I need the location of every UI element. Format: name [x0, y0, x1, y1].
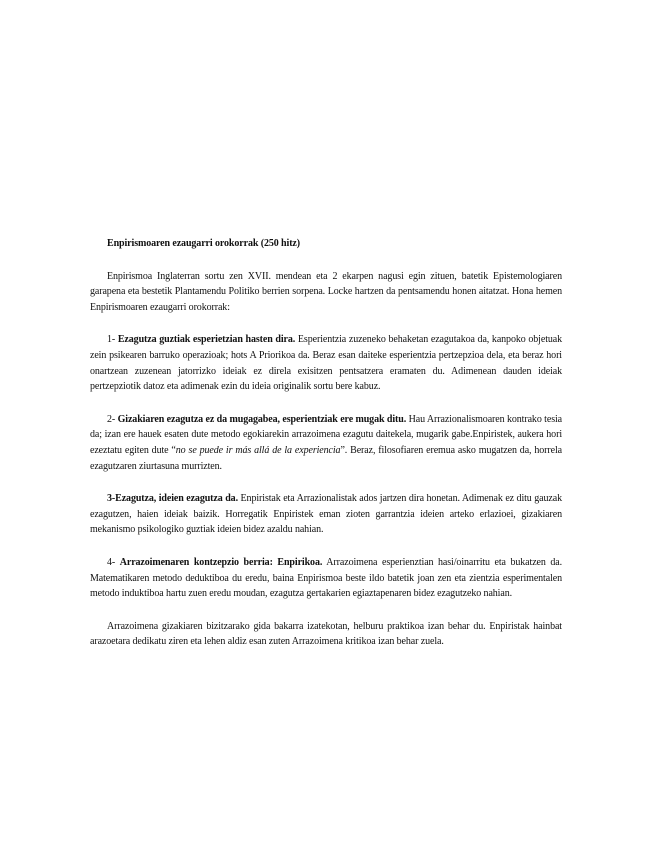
point-2-heading: Gizakiaren ezagutza ez da mugagabea, esperientziak ere mugak ditu.: [117, 413, 407, 425]
conclusion-paragraph: Arrazoimena gizakiaren bizitzarako gida bakarra izatekotan, helburu praktikoa izan behar du. Enpiristak hainbat arazoetara dedikatu ziren eta lehen aldiz esan zuten Arrazoimena kritikoa izan behar zuela.: [90, 620, 562, 648]
point-3-text: Enpiristak eta Arrazionalistak ados jartzen dira honetan. Adimenak ez ditu gauzak ezagutzen, haien ideiak baizik. Horregatik Enpiristek eman zioten garrantzia ideien arteko erlazioei, gizakiaren mekanismo psikologiko guztiak ideien bidez azaldu nahian.: [90, 493, 562, 536]
point-2-quote: no se puede ir más allá de la experiencia: [175, 444, 341, 456]
point-4-text: Arrazoimena esperienztian hasi/oinarritu eta bukatzen da. Matematikaren metodo deduktiboa du eredu, baina Enpirismoa beste ildo batetik joan zen eta zientzia esperimentalen metodo induktiboa hartu zuen eredu moudan, ezagutza gertakarien egiaztapenaren bidez ezagutzeko nahian.: [90, 556, 563, 600]
point-4-heading: Arrazoimenaren kontzepzio berria: Enpirikoa.: [119, 556, 323, 568]
point-2-paragraph: [90, 412, 562, 474]
point-4-paragraph: [90, 555, 562, 602]
point-1-paragraph: [90, 332, 562, 394]
document-page: [90, 236, 562, 667]
point-1-heading: Ezagutza guztiak esperietzian hasten dira.: [117, 334, 296, 346]
point-4-number: 4-: [107, 556, 120, 568]
document-title: Enpirismoaren ezaugarri orokorrak (250 hitz): [107, 238, 300, 249]
point-2-number: 2-: [107, 413, 118, 425]
point-2-text: Hau Arrazionalismoaren kontrako tesia da; izan ere hauek esaten dute metodo egokiarekin arrazoimena ezagutu daitekela, mugarik gabe.Enpiristek, aukera hori ezeztatu egiten dute “: [90, 413, 563, 456]
intro-paragraph: Enpirismoa Inglaterran sortu zen XVII. mendean eta 2 ekarpen nagusi egin zituen, batetik Epistemologiaren garapena eta bestetik Plantamendu Politiko berrien sorpena. Locke hartzen da pentsamendu honen aitatzat. Hona hemen Enpirismoaren ezaugarri orokorrak:: [90, 270, 562, 313]
point-3-paragraph: [90, 491, 562, 538]
point-1-text: Esperientzia zuzeneko behaketan ezagutakoa da, kanpoko objetuak zein psikearen barruko operazioak; hots A Priorikoa da. Beraz esan daiteke esperientzia pertzepzioa dela, eta beraz hori onartzean zuzenean jatorrizko ideiak ez direla exisitzen pentsatzera eramaten du. Adimenean dauden ideiak pertzepziotik datoz eta adimenak ezin du ideia originalik sortu bere kabuz.: [90, 334, 563, 393]
point-3-heading: 3-Ezagutza, ideien ezagutza da.: [107, 493, 238, 505]
point-2-text-end: ”. Beraz, filosofiaren eremua asko mugatzen da, horrela ezagutzaren ziurtasuna murrizten.: [90, 444, 562, 472]
point-1-number: 1-: [107, 334, 118, 346]
